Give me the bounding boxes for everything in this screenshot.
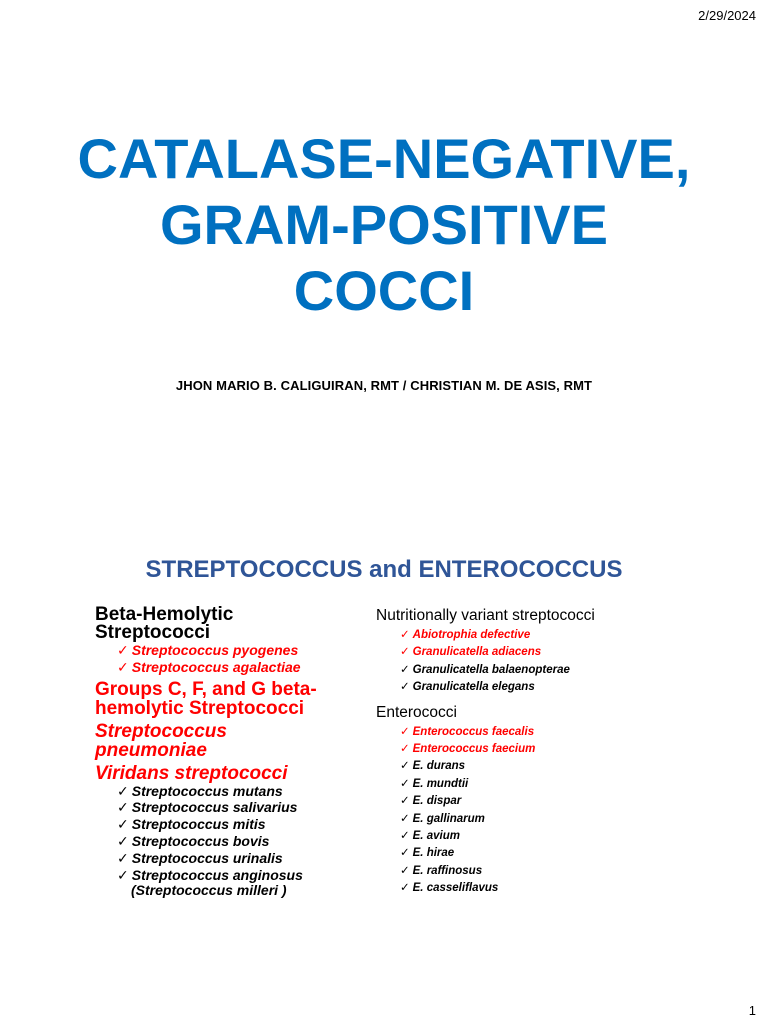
checkmark-icon: ✓ — [117, 642, 129, 658]
item-text: E. raffinosus — [412, 864, 483, 877]
list-item — [376, 811, 756, 828]
date-label: 2/29/2024 — [698, 8, 756, 23]
list-item — [376, 741, 756, 758]
item-text: Enterococcus faecalis — [412, 725, 535, 738]
checkmark-icon: ✓ — [117, 866, 129, 883]
list-item — [376, 863, 756, 880]
list-item — [95, 867, 375, 884]
slide-title-line: COCCI — [293, 259, 475, 322]
item-text: Granulicatella elegans — [412, 681, 535, 694]
item-text: E. avium — [412, 830, 460, 843]
header-line: pneumoniae — [95, 739, 207, 761]
checkmark-icon: ✓ — [400, 760, 410, 773]
checkmark-icon: ✓ — [117, 832, 129, 849]
list-item — [376, 845, 756, 862]
item-text: Granulicatella balaenopterae — [412, 663, 570, 676]
item-text: Streptococcus mitis — [131, 816, 266, 833]
item-text: E. mundtii — [412, 777, 469, 790]
checkmark-icon: ✓ — [117, 799, 129, 816]
item-text: Streptococcus agalactiae — [131, 658, 301, 675]
viridans-header: Viridans streptococci — [95, 762, 288, 784]
pneumoniae-header — [95, 722, 375, 760]
list-item — [95, 816, 375, 833]
header-line: hemolytic Streptococci — [95, 697, 305, 719]
slide-title-line: GRAM-POSITIVE — [159, 193, 609, 256]
item-text: E. durans — [412, 760, 466, 773]
list-item — [95, 783, 375, 800]
right-column — [376, 606, 756, 898]
list-item — [376, 758, 756, 775]
header-line: Beta-Hemolytic — [95, 604, 234, 625]
checkmark-icon: ✓ — [400, 830, 410, 843]
checkmark-icon: ✓ — [400, 629, 410, 641]
beta-hemolytic-header — [95, 606, 375, 642]
page-number: 1 — [748, 1003, 756, 1018]
authors-line: JHON MARIO B. CALIGUIRAN, RMT / CHRISTIAN M. DE ASIS, RMT — [175, 378, 593, 393]
item-text: Streptococcus bovis — [131, 832, 270, 849]
list-item — [95, 850, 375, 867]
list-item — [376, 644, 756, 661]
list-item — [95, 659, 375, 676]
checkmark-icon: ✓ — [117, 849, 129, 866]
item-text: Streptococcus pyogenes — [131, 642, 299, 658]
list-item — [376, 679, 756, 696]
checkmark-icon: ✓ — [400, 847, 410, 860]
list-item — [376, 793, 756, 810]
checkmark-icon: ✓ — [400, 812, 410, 825]
list-item — [376, 724, 756, 741]
list-item — [376, 776, 756, 793]
left-column — [95, 606, 375, 898]
list-item — [95, 642, 375, 659]
checkmark-icon: ✓ — [400, 864, 410, 877]
item-text: Streptococcus salivarius — [131, 799, 298, 816]
list-item — [95, 799, 375, 816]
checkmark-icon: ✓ — [400, 663, 410, 676]
item-text: E. gallinarum — [412, 812, 485, 825]
checkmark-icon: ✓ — [400, 681, 410, 694]
slide-title-line: CATALASE-NEGATIVE, — [77, 127, 691, 190]
checkmark-icon: ✓ — [400, 743, 410, 756]
item-text: Streptococcus anginosus — [131, 866, 303, 883]
list-item — [95, 833, 375, 850]
header-line: Groups C, F, and G beta- — [95, 678, 317, 700]
checkmark-icon: ✓ — [400, 646, 410, 659]
enterococci-header: Enterococci — [376, 703, 457, 721]
list-item — [376, 662, 756, 679]
item-text: Enterococcus faecium — [412, 743, 536, 756]
checkmark-icon: ✓ — [117, 816, 129, 833]
checkmark-icon: ✓ — [400, 725, 410, 738]
header-line: Streptococcus — [95, 720, 227, 742]
item-text: Streptococcus mutans — [131, 782, 283, 799]
checkmark-icon: ✓ — [400, 795, 410, 808]
section-title: STREPTOCOCCUS and ENTEROCOCCUS — [145, 556, 623, 583]
item-text: Streptococcus urinalis — [131, 849, 283, 866]
item-text: Granulicatella adiacens — [412, 646, 542, 659]
list-item — [376, 880, 756, 897]
item-text: E. dispar — [412, 795, 462, 808]
item-text: E. hirae — [412, 847, 455, 860]
nutritionally-variant-header: Nutritionally variant streptococci — [376, 607, 595, 624]
item-note: (Streptococcus milleri ) — [131, 882, 287, 899]
list-item — [376, 627, 756, 644]
header-line: Streptococci — [95, 622, 211, 643]
groups-cfg-header — [95, 680, 375, 718]
checkmark-icon: ✓ — [117, 658, 129, 675]
slide-title — [0, 126, 768, 324]
checkmark-icon: ✓ — [400, 777, 410, 790]
list-item — [376, 828, 756, 845]
checkmark-icon: ✓ — [117, 782, 129, 799]
checkmark-icon: ✓ — [400, 882, 410, 895]
item-text: E. casseliflavus — [412, 882, 499, 895]
item-text: Abiotrophia defective — [412, 629, 531, 641]
